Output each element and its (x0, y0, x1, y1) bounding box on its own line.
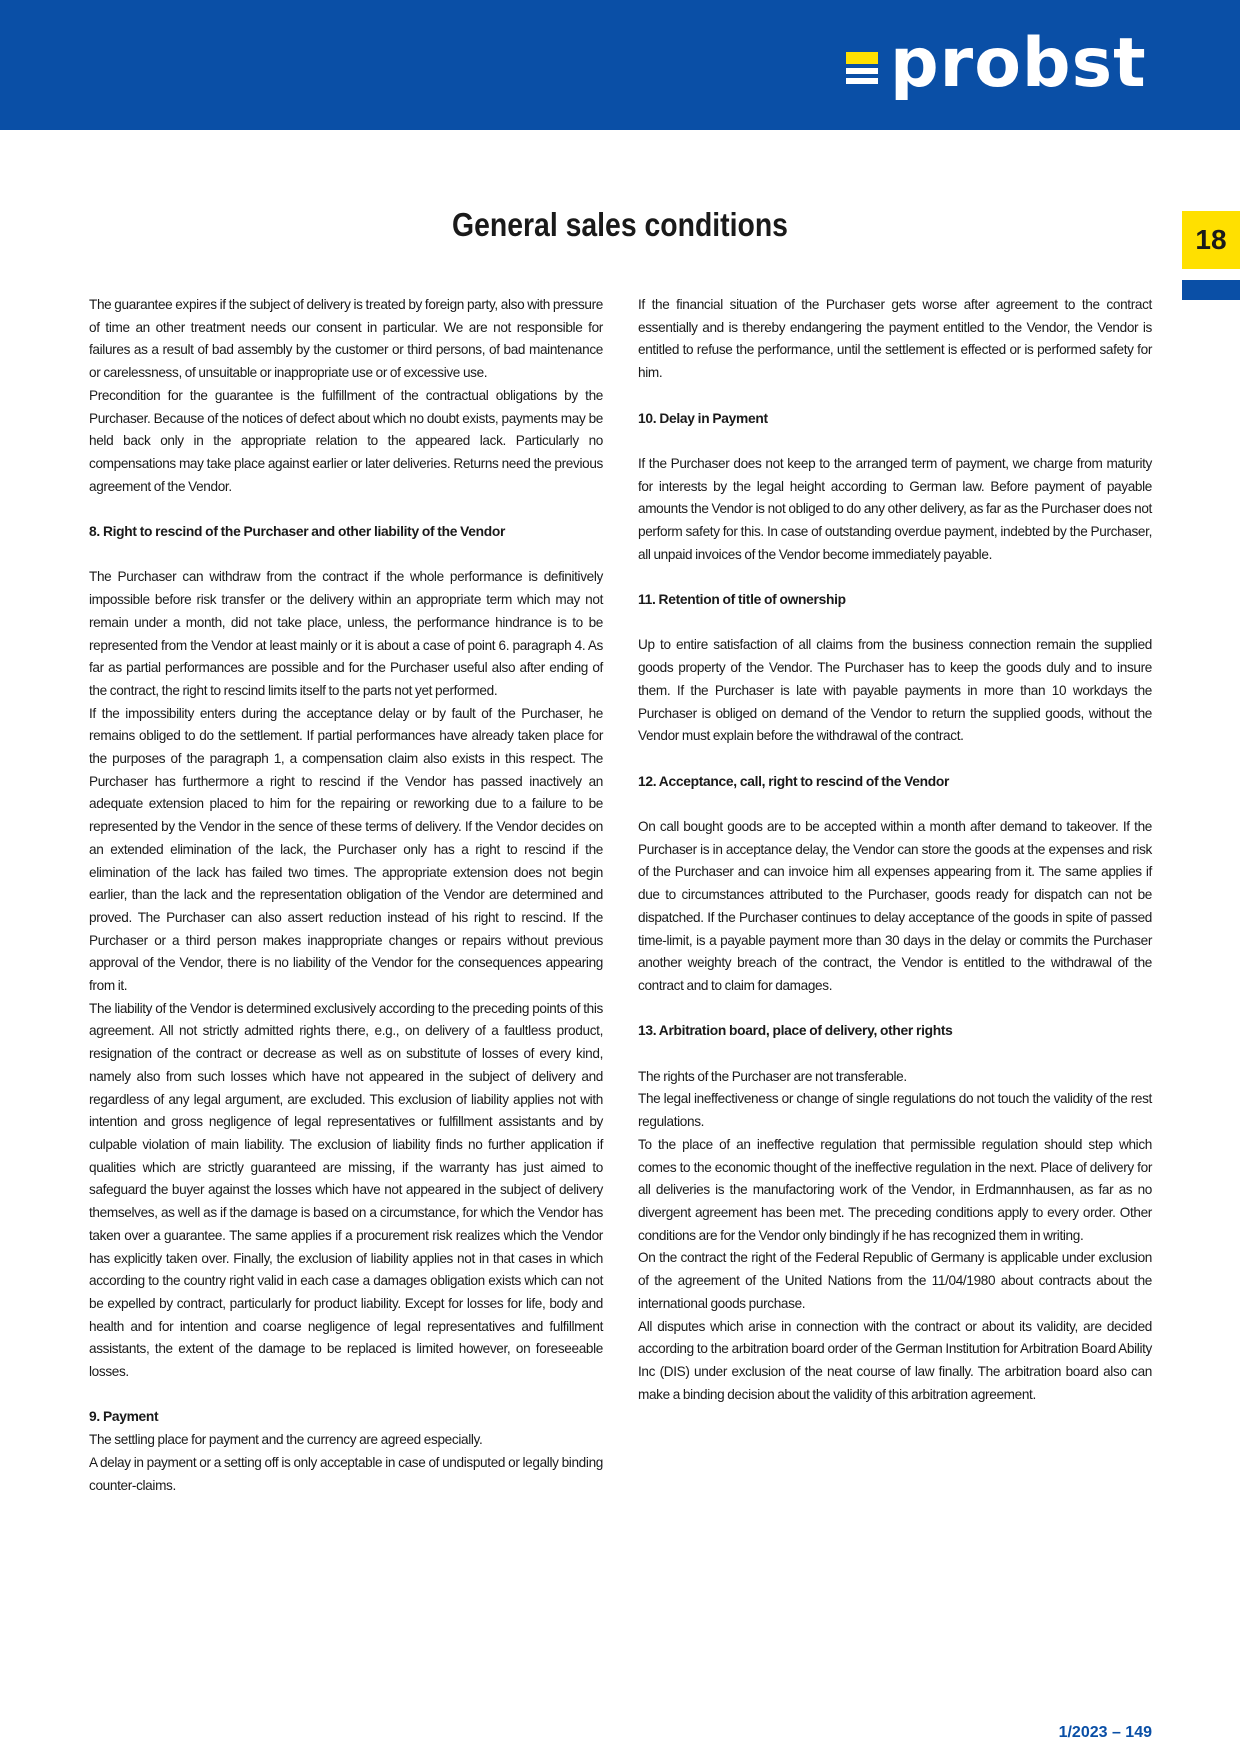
paragraph: All disputes which arise in connection with the contract or about its validity, are decided according to the arbitration board order of the German Institution for Arbitration Board Ability Inc (DIS) under exclusion of the neat course of law finally. The arbitration board also can make a binding decision about the validity of this arbitration agreement. (638, 1318, 1152, 1402)
paragraph: The rights of the Purchaser are not transferable. (638, 1068, 907, 1084)
left-column (89, 294, 603, 1497)
section-heading-13: 13. Arbitration board, place of delivery, other rights (638, 1023, 953, 1039)
right-column (638, 294, 1152, 1406)
chapter-tab: 18 (1182, 211, 1240, 269)
paragraph: A delay in payment or a setting off is only acceptable in case of undisputed or legally binding counter-claims. (89, 1454, 603, 1493)
paragraph: The guarantee expires if the subject of delivery is treated by foreign party, also with pressure of time an other treatment needs our consent in particular. We are not responsible for failures as a result of bad assembly by the customer or third persons, of bad maintenance or carelessness, of unsuitable or inappropriate use or of excessive use. (89, 297, 604, 381)
paragraph: The liability of the Vendor is determined exclusively according to the preceding points of this agreement. All not strictly admitted rights there, e.g., on delivery of a faultless product, resignation of the contract or decrease as well as on substitute of losses of every kind, namely also from such losses which have not appeared in the subject of delivery and regardless of any legal argument, are excluded. This exclusion of liability applies not with intention and gross negligence of legal representatives or fulfillment assistants and by culpable violation of main liability. The exclusion of liability finds no further application if qualities which are strictly guaranteed are missing, if the warranty has just aimed to safeguard the buyer against the losses which have not appeared in the subject of delivery themselves, as well as if the damage is based on a circumstance, for which the Vendor has taken over a guarantee. The same applies if a procurement risk realizes which the Vendor has explicitly taken over. Finally, the exclusion of liability applies not in that cases in which according to the country right valid in each case a damages obligation exists which can not be expelled by contract, particularly for product liability. Except for losses for life, body and health and for intention and coarse negligence of legal representatives and fulfillment assistants, the extent of the damage to be replaced is limited however, on foreseeable losses. (89, 1000, 603, 1380)
paragraph: If the Purchaser does not keep to the arranged term of payment, we charge from maturity for interests by the legal height according to German law. Before payment of payable amounts the Vendor is not obliged to do any other delivery, as far as the Purchaser does not perform safety for this. In case of outstanding overdue payment, indebted by the Purchaser, all unpaid invoices of the Vendor become immediately payable. (638, 455, 1152, 562)
paragraph: Up to entire satisfaction of all claims from the business connection remain the supplied goods property of the Vendor. The Purchaser has to keep the goods duly and to insure them. If the Purchaser is late with payable payments in more than 10 workdays the Purchaser is obliged on demand of the Vendor to return the supplied goods, without the Vendor must explain before the withdrawal of the contract. (638, 637, 1152, 744)
paragraph: To the place of an ineffective regulation that permissible regulation should step which comes to the economic thought of the ineffective regulation in the next. Place of delivery for all deliveries is the manufactoring work of the Vendor, in Erdmannhausen, as far as no divergent agreement has been met. The preceding conditions apply to every order. Other conditions are for the Vendor only bindingly if he has recognized them in writing. (638, 1136, 1152, 1243)
paragraph: The settling place for payment and the currency are agreed especially. (89, 1432, 483, 1448)
logo-mark-icon (846, 52, 878, 92)
paragraph: On call bought goods are to be accepted within a month after demand to takeover. If the Purchaser is in acceptance delay, the Vendor can store the goods at the expenses and risk of the Purchaser and can invoice him all expenses appearing from it. The same applies if due to circumstances attributed to the Purchaser, goods ready for dispatch can not be dispatched. If the Purchaser continues to delay acceptance of the goods in spite of passed time-limit, is a payable payment more than 30 days in the delay or commits the Purchaser another weighty breach of the contract, the Vendor is entitled to the withdrawal of the contract and to claim for damages. (638, 819, 1152, 993)
section-heading-8: 8. Right to rescind of the Purchaser and other liability of the Vendor (89, 524, 506, 540)
section-heading-9: 9. Payment (89, 1409, 159, 1425)
chapter-tab-bar (1182, 280, 1240, 300)
paragraph: If the impossibility enters during the acceptance delay or by fault of the Purchaser, he remains obliged to do the settlement. If partial performances have already taken place for the purposes of the paragraph 1, a compensation claim also exists in this respect. The Purchaser has furthermore a right to rescind if the Vendor has passed inactively an adequate extension placed to him for the repairing or reworking due to a failure to be represented by the Vendor in the sence of these terms of delivery. If the Vendor decides on an extended elimination of the lack, the Purchaser only has a right to rescind if the elimination of the lack has failed two times. The appropriate extension does not begin earlier, than the lack and the representation obligation of the Vendor are determined and proved. The Purchaser can also assert reduction instead of his right to rescind. If the Purchaser or a third person makes inappropriate changes or repairs without previous approval of the Vendor, there is no liability of the Vendor for the consequences appearing from it. (89, 705, 603, 994)
paragraph: On the contract the right of the Federal Republic of Germany is applicable under exclusion of the agreement of the United Nations from the 11/04/1980 about contracts about the international goods purchase. (638, 1250, 1152, 1311)
paragraph: Precondition for the guarantee is the fulfillment of the contractual obligations by the Purchaser. Because of the notices of defect about which no doubt exists, payments may be held back only in the appropriate relation to the appeared lack. Particularly no compensations may take place against earlier or later deliveries. Returns need the previous agreement of the Vendor. (89, 387, 603, 494)
page-title: General sales conditions (452, 206, 788, 243)
paragraph: If the financial situation of the Purchaser gets worse after agreement to the contract essentially and is thereby endangering the payment entitled to the Vendor, the Vendor is entitled to refuse the performance, until the settlement is effected or is performed safety for him. (638, 297, 1152, 381)
section-heading-12: 12. Acceptance, call, right to rescind of the Vendor (638, 773, 950, 789)
section-heading-11: 11. Retention of title of ownership (638, 592, 846, 608)
paragraph: The legal ineffectiveness or change of single regulations do not touch the validity of the rest regulations. (638, 1091, 1152, 1130)
header-band (0, 0, 1240, 130)
footer-page-ref: 1/2023 – 149 (1058, 1724, 1152, 1741)
paragraph: The Purchaser can withdraw from the contract if the whole performance is definitively impossible before risk transfer or the delivery within an appropriate term which may not remain under a month, did not take place, unless, the performance hindrance is to be represented from the Vendor at least mainly or it is about a case of point 6. paragraph 4. As far as partial performances are possible and for the Purchaser useful also after ending of the contract, the right to rescind limits itself to the parts not yet performed. (89, 569, 603, 698)
section-heading-10: 10. Delay in Payment (638, 410, 768, 426)
logo-wordmark: probst (890, 24, 1147, 103)
